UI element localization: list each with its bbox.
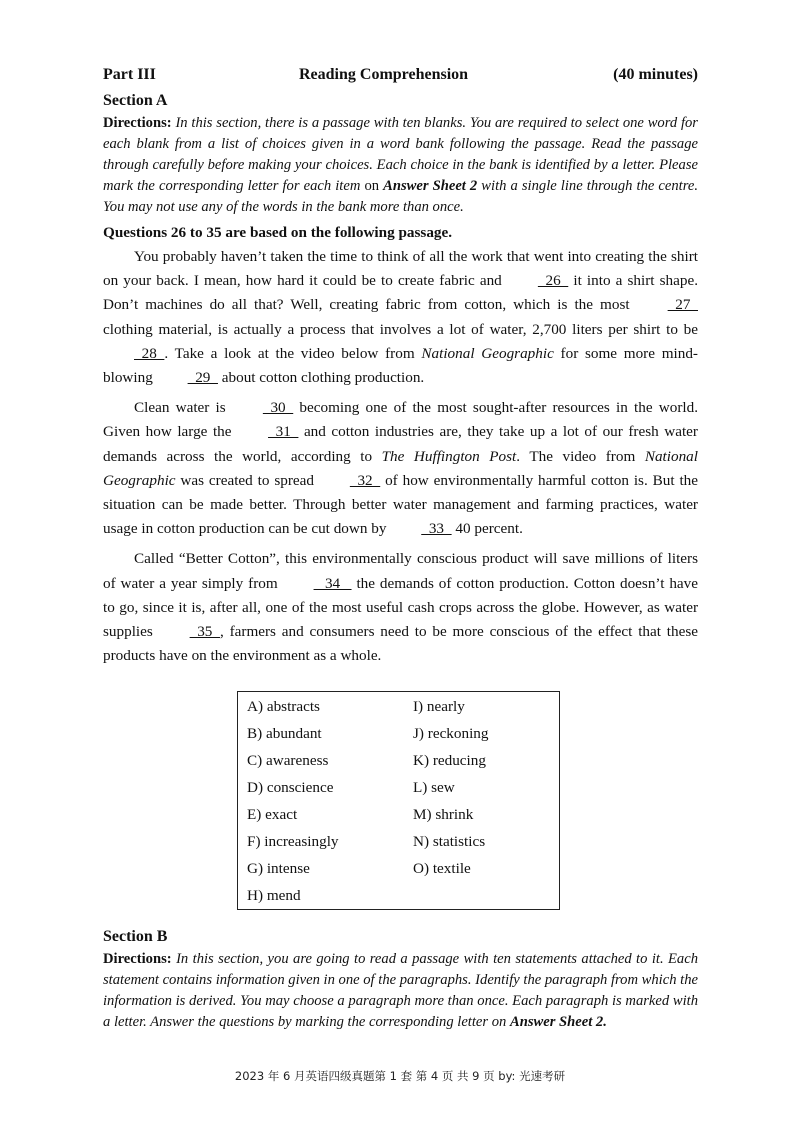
word-option: J) reckoning [413,725,489,742]
directions-text-2: with a single line through the centre. You may not use any of the words in the bank more than once. [103,178,698,215]
part-time: (40 minutes) [613,66,698,83]
part-header [103,66,698,88]
section-a-title: Section A [103,92,168,109]
blank-31: 31 [268,423,299,441]
section-b-title: Section B [103,928,168,945]
word-option: C) awareness [247,752,329,769]
paragraph-2 [103,396,698,541]
directions-on: on [364,178,384,194]
passage-text: the demands of cotton production. Cotton doesn’t have to go, since it is, after all, one of the most useful cash crops across the globe. However, as water supplies [103,574,698,641]
passage-text: . The video from [516,447,645,465]
word-option: K) reducing [413,752,486,769]
word-option: H) mend [247,887,301,904]
word-bank [237,691,560,910]
passage-text: You probably haven’t taken the time to think of all the work that went into creating the shirt on your back. I mean, how hard it could be to create fabric and [103,248,698,290]
word-option: B) abundant [247,725,322,742]
paragraph-1 [103,245,698,390]
blank-26: 26 [537,272,569,290]
passage-text: . Take a look at the video below from [164,344,422,362]
blank-28: 28 [134,344,165,362]
word-option: O) textile [413,860,471,877]
passage-text: was created to spread [175,471,319,489]
directions-text: In this section, you are going to read a passage with ten statements attached to it. Each statement contains information given in one of the paragraphs. Identify the paragraph from which the information is derived. You may choose a paragraph more than once. Each paragraph is marked with a letter. Answer the questions by marking the corresponding letter on [103,951,698,1030]
questions-heading: Questions 26 to 35 are based on the following passage. [103,224,453,241]
blank-27: 27 [667,296,698,314]
passage-text: clothing material, is actually a process that involves a lot of water, 2,700 liters per shirt to be [103,320,698,338]
passage-text: it into a shirt shape. Don’t machines do all that? Well, creating fabric from cotton, which is the most [103,272,698,314]
blank-32: 32 [349,471,381,489]
passage-text: Clean water is [134,399,232,417]
page-footer: 2023 年 6 月英语四级真题第 1 套 第 4 页 共 9 页 by: 光速考研 [234,1069,566,1083]
word-option: N) statistics [413,833,486,850]
part-title: Reading Comprehension [299,66,469,83]
passage-text: Called “Better Cotton”, this environmentally conscious product will save millions of liters of water a year simply from [103,550,698,592]
source-name: The Huffington Post [381,447,517,465]
answer-sheet-ref: Answer Sheet 2 [383,178,478,194]
paragraph-3 [103,547,698,668]
word-option: F) increasingly [247,833,339,850]
passage-text: about cotton clothing production. [217,369,425,387]
blank-34: 34 [313,574,352,592]
directions-label: Directions: [103,951,172,967]
section-a-directions [103,113,698,218]
page-content [103,66,698,668]
blank-33: 33 [421,520,452,538]
passage [103,245,698,668]
word-option: E) exact [247,806,298,823]
word-option: D) conscience [247,779,334,796]
word-option: L) sew [413,779,455,796]
section-b [103,924,698,1033]
passage-text: becoming one of the most sought-after resources in the world. Given how large the [103,399,698,441]
directions-text-1: In this section, there is a passage with ten blanks. You are required to select one word for each blank from a list of choices given in a word bank following the passage. Read the passage through carefully before making your choices. Each choice in the bank is identified by a letter. Please mark the corresponding letter for each item [103,115,698,194]
word-option: G) intense [247,860,310,877]
word-option: M) shrink [413,806,474,823]
answer-sheet-ref: Answer Sheet 2. [509,1014,607,1030]
passage-text: 40 percent. [451,520,523,538]
passage-text: and cotton industries are, they take up a lot of our fresh water demands across the world, according to [103,423,698,465]
passage-text: of how environmentally harmful cotton is. But the situation can be made better. Through better water management and farming practices, water usage in cotton production can be cut down by [103,471,699,538]
word-option: I) nearly [413,698,465,715]
word-option: A) abstracts [247,698,320,715]
blank-35: 35 [189,623,220,641]
directions-label: Directions: [103,115,172,131]
passage-text: , farmers and consumers need to be more conscious of the effect that these products have on the environment as a whole. [103,623,698,665]
blank-30: 30 [262,399,294,417]
passage-text: for some more mind-blowing [103,344,698,387]
source-name: National Geographic [103,447,698,489]
source-name: National Geographic [421,344,554,362]
blank-29: 29 [187,369,218,387]
part-label: Part III [103,66,156,83]
section-b-directions [103,949,698,1033]
